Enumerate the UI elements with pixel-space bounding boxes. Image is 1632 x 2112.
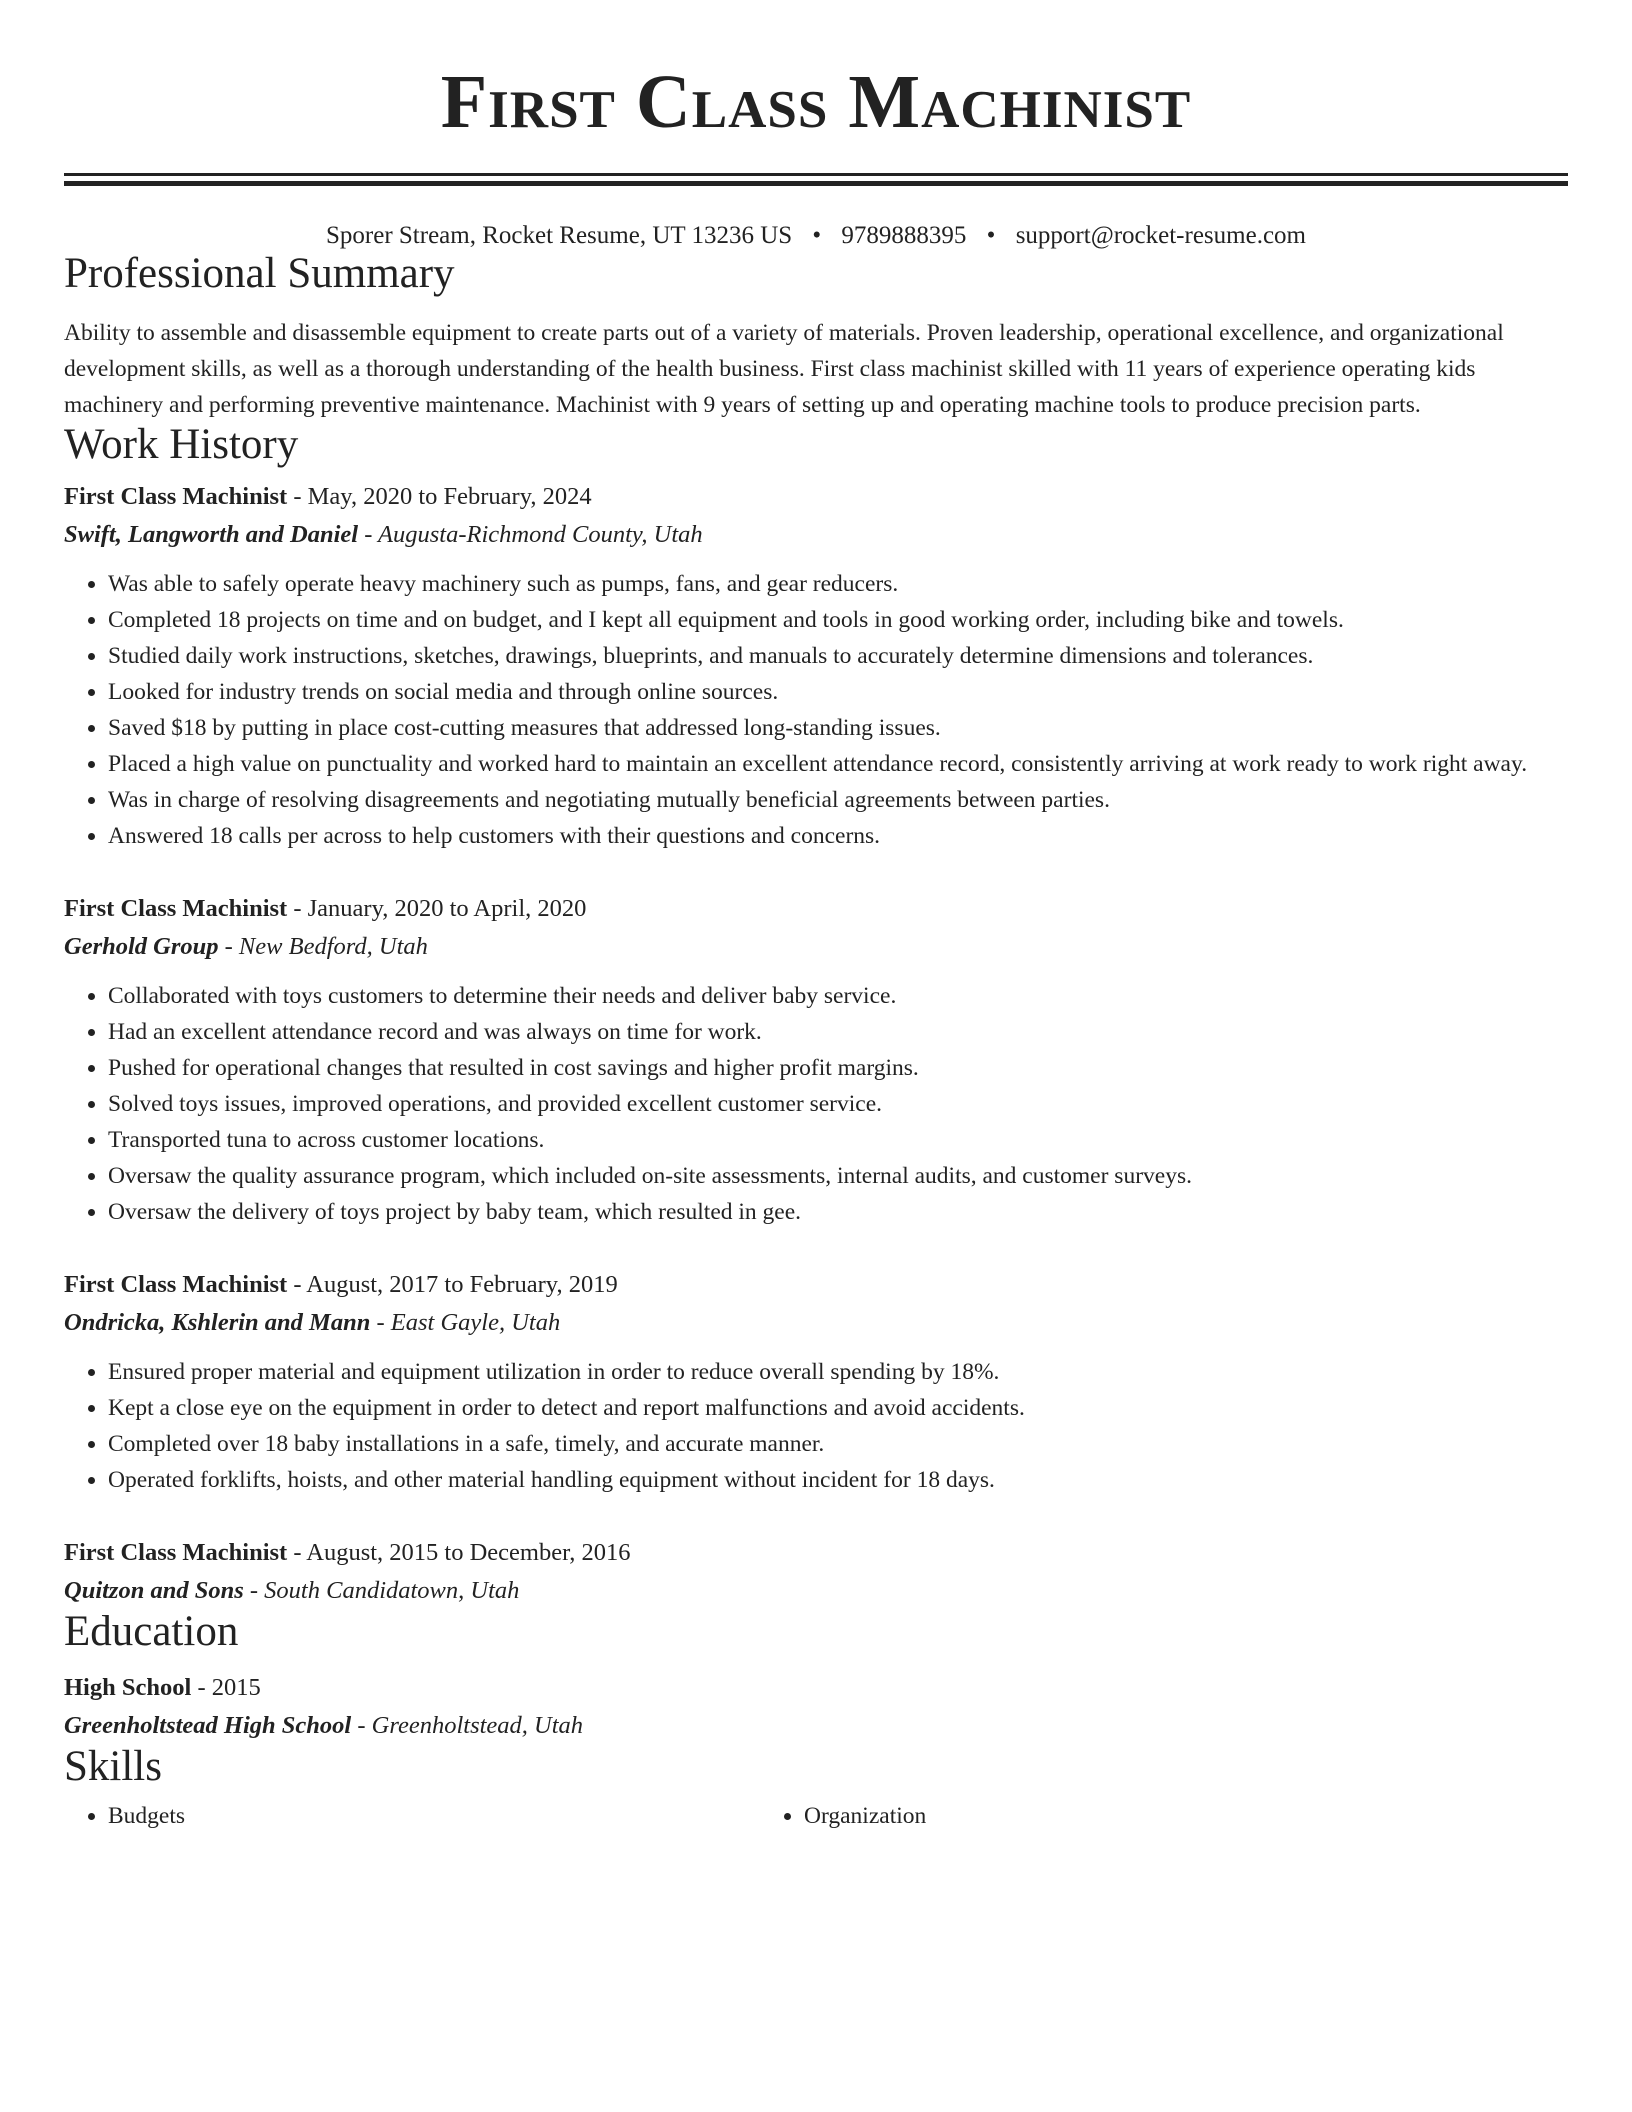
job-company: Gerhold Group [64,933,219,960]
job-entry [64,890,1568,1230]
job-dates: - January, 2020 to April, 2020 [287,895,587,922]
job-entry [64,1266,1568,1498]
job-employer [64,1572,1568,1610]
job-company: Quitzon and Sons [64,1577,244,1604]
job-employer [64,516,1568,554]
job-entry [64,478,1568,854]
contact-separator: • [812,222,822,249]
contact-phone: 9789888395 [841,222,967,249]
job-dates: - May, 2020 to February, 2024 [287,483,592,510]
job-bullet: • Ensured proper material and equipment utilization in order to reduce overall spending by 18%. [108,1354,1568,1390]
job-bullet: • Operated forklifts, hoists, and other material handling equipment without incident for 18 days. [108,1462,1568,1498]
education-year: - 2015 [191,1674,261,1701]
job-bullet: • Looked for industry trends on social media and through online sources. [108,674,1568,710]
job-role: First Class Machinist [64,1539,288,1566]
job-entry [64,1534,1568,1610]
summary-section-title: Professional Summary [64,250,455,297]
skills-section-title: Skills [64,1743,162,1790]
job-bullet-list [64,1354,1568,1498]
work-history-section-title: Work History [64,421,299,468]
header-divider-thick [64,181,1568,186]
job-location: - South Candidatown, Utah [243,1577,520,1604]
job-company: Swift, Langworth and Daniel [64,521,359,548]
job-bullet: • Studied daily work instructions, sketches, drawings, blueprints, and manuals to accurately determine dimensions and tolerances. [108,638,1568,674]
job-dates: - August, 2017 to February, 2019 [287,1271,618,1298]
job-employer [64,928,1568,966]
job-location: - East Gayle, Utah [370,1309,561,1336]
contact-address: Sporer Stream, Rocket Resume, UT 13236 US [326,222,793,249]
education-entry [64,1669,1568,1745]
job-bullet: • Saved $18 by putting in place cost-cutting measures that addressed long-standing issues. [108,710,1568,746]
resume-name-heading: First Class Machinist [440,60,1192,144]
job-bullet: • Answered 18 calls per across to help customers with their questions and concerns. [108,818,1568,854]
job-bullet: • Oversaw the quality assurance program, which included on-site assessments, internal audits, and customer surveys. [108,1158,1568,1194]
education-heading [64,1669,1568,1707]
job-role: First Class Machinist [64,1271,288,1298]
job-heading [64,1266,1568,1304]
contact-separator: • [986,222,996,249]
job-bullet: • Had an excellent attendance record and was always on time for work. [108,1014,1568,1050]
job-bullet-list [64,978,1568,1230]
skills-list [64,1798,1568,1834]
job-location: - New Bedford, Utah [218,933,428,960]
job-bullet: • Placed a high value on punctuality and worked hard to maintain an excellent attendance record, consistently arriving at work ready to work right away. [108,746,1568,782]
job-bullet-list [64,566,1568,854]
education-degree: High School [64,1674,192,1701]
summary-text: Ability to assemble and disassemble equipment to create parts out of a variety of materials. Proven leadership, operational excellence, and organizational development skills, as well as a thorough understanding of the health business. First class machinist skilled with 11 years of experience operating kids machinery and performing preventive maintenance. Machinist with 9 years of setting up and operating machine tools to produce precision parts. [64,320,1504,418]
job-bullet: • Oversaw the delivery of toys project by baby team, which resulted in gee. [108,1194,1568,1230]
job-bullet: • Completed 18 projects on time and on budget, and I kept all equipment and tools in good working order, including bike and towels. [108,602,1568,638]
education-location: - Greenholtstead, Utah [351,1712,584,1739]
job-bullet: • Solved toys issues, improved operations, and provided excellent customer service. [108,1086,1568,1122]
job-dates: - August, 2015 to December, 2016 [287,1539,631,1566]
skills-column-right [760,1798,1456,1834]
job-employer [64,1304,1568,1342]
job-heading [64,890,1568,928]
contact-email: support@rocket-resume.com [1015,222,1306,249]
job-bullet: • Was able to safely operate heavy machinery such as pumps, fans, and gear reducers. [108,566,1568,602]
education-school: Greenholtstead High School [64,1712,352,1739]
job-location: - Augusta-Richmond County, Utah [358,521,703,548]
header-divider-thin [64,173,1568,176]
skills-column-left [64,1798,760,1834]
job-heading [64,478,1568,516]
job-company: Ondricka, Kshlerin and Mann [64,1309,371,1336]
skill-item: • Organization [804,1798,1456,1834]
job-heading [64,1534,1568,1572]
job-bullet: • Collaborated with toys customers to determine their needs and deliver baby service. [108,978,1568,1014]
job-bullet: • Transported tuna to across customer locations. [108,1122,1568,1158]
job-bullet: • Pushed for operational changes that resulted in cost savings and higher profit margins. [108,1050,1568,1086]
job-bullet: • Completed over 18 baby installations in a safe, timely, and accurate manner. [108,1426,1568,1462]
job-role: First Class Machinist [64,895,288,922]
education-school-line [64,1707,1568,1745]
job-role: First Class Machinist [64,483,288,510]
job-bullet: • Was in charge of resolving disagreements and negotiating mutually beneficial agreements between parties. [108,782,1568,818]
skill-item: • Budgets [108,1798,760,1834]
job-bullet: • Kept a close eye on the equipment in order to detect and report malfunctions and avoid accidents. [108,1390,1568,1426]
education-section-title: Education [64,1608,239,1655]
contact-line [64,220,1568,252]
